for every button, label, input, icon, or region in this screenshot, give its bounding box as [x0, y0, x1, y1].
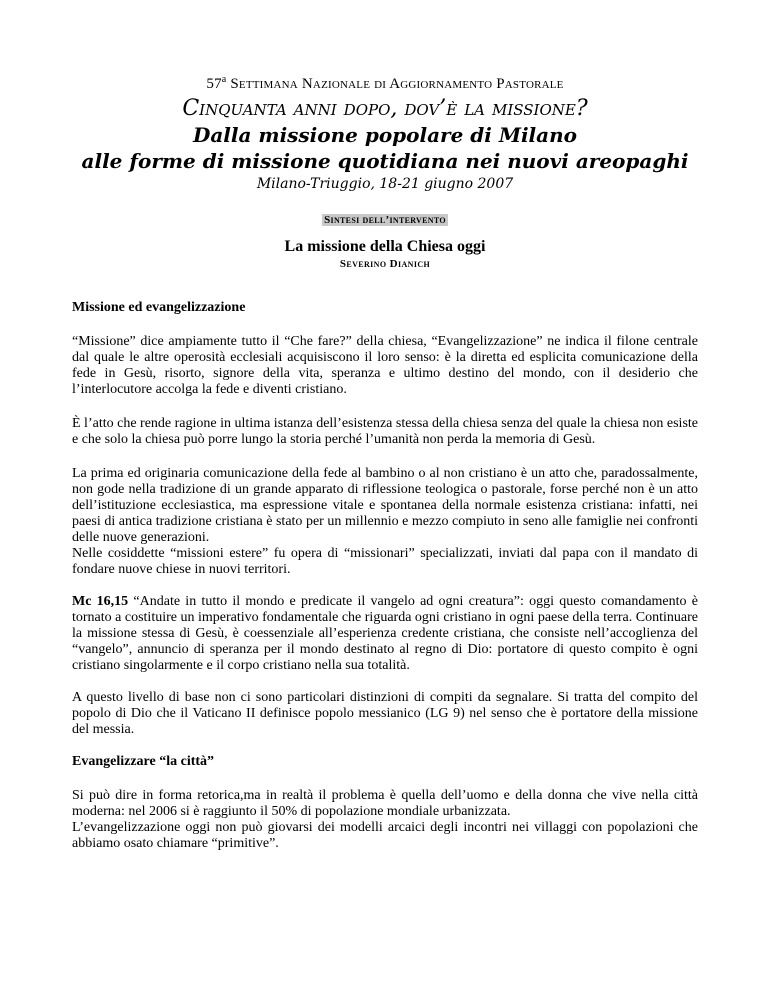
document-page	[72, 70, 698, 852]
summary-tag-row	[72, 210, 698, 228]
section-heading-1: Missione ed evangelizzazione	[72, 300, 246, 315]
scripture-reference: Mc 16,15	[72, 594, 129, 609]
subtitle-line-2: alle forme di missione quotidiana nei nuovi areopaghi	[81, 149, 689, 173]
event-ordinal: 57	[206, 76, 222, 92]
paragraph-6: A questo livello di base non ci sono particolari distinzioni di compiti da segnalare. Si tratta del compito del popolo di Dio che il Vaticano II definisce popolo messianico (LG 9) nel senso che è portatore della missione del messia.	[72, 690, 698, 737]
event-ordinal-suffix: a	[221, 74, 227, 85]
talk-author: Severino Dianich	[339, 258, 431, 270]
location-date: Milano-Triuggio, 18-21 giugno 2007	[256, 176, 514, 192]
paragraph-5	[72, 594, 698, 674]
talk-title: La missione della Chiesa oggi	[284, 238, 486, 255]
summary-tag: Sintesi dell’intervento	[324, 214, 446, 226]
paragraph-5-text: “Andate in tutto il mondo e predicate il vangelo ad ogni creatura”: oggi questo comandamento è tornato a costituire un imperativo fondamentale che riguarda ogni cristiano in ogni paese della terra. Continuare la missione stessa di Gesù, è coessenziale all’esperienza credente cristiana, che consiste nell’accoglienza del “vangelo”, annuncio di speranza per il mondo destinato al regno di Dio: portatore di questo compito è ogni cristiano singolarmente e il corpo cristiano nella sua totalità.	[72, 594, 698, 673]
paragraph-8: L’evangelizzazione oggi non può giovarsi dei modelli arcaici degli incontri nei villaggi con popolazioni che abbiamo osato chiamare “primitive”.	[72, 820, 698, 851]
event-name: Settimana Nazionale di Aggiornamento Pastorale	[230, 76, 564, 92]
paragraph-1: “Missione” dice ampiamente tutto il “Che fare?” della chiesa, “Evangelizzazione” ne indica il filone centrale dal quale le altre operosità ecclesiali acquisiscono il loro senso: è la diretta ed esplicita comunicazione della fede in Gesù, risorto, signore della vita, speranza e ultimo destino del mondo, con il desiderio che l’interlocutore accolga la fede e diventi cristiano.	[72, 334, 698, 397]
paragraph-4: Nelle cosiddette “missioni estere” fu opera di “missionari” specializzati, inviati dal papa con il mandato di fondare nuove chiese in nuovi territori.	[72, 546, 698, 577]
paragraph-2: È l’atto che rende ragione in ultima istanza dell’esistenza stessa della chiesa senza del quale la chiesa non esiste e che solo la chiesa può porre lungo la storia perché l’umanità non perda la memoria di Gesù.	[72, 416, 698, 447]
main-title: Cinquanta anni dopo, dov’è la missione?	[182, 96, 588, 121]
subtitle-line-1: Dalla missione popolare di Milano	[192, 123, 577, 147]
section-heading-2: Evangelizzare “la città”	[72, 754, 215, 769]
event-header	[72, 70, 698, 94]
paragraph-7: Si può dire in forma retorica,ma in realtà il problema è quella dell’uomo e della donna che vive nella città moderna: nel 2006 si è raggiunto il 50% di popolazione mondiale urbanizzata.	[72, 788, 698, 819]
paragraph-3: La prima ed originaria comunicazione della fede al bambino o al non cristiano è un atto che, paradossalmente, non gode nella tradizione di un grande apparato di riflessione teologica o pastorale, forse perché non è un atto dell’istituzione ecclesiastica, ma espressione vitale e spontanea della normale esistenza cristiana: infatti, nei paesi di antica tradizione cristiana è stato per un millennio e mezzo compiuto in seno alle famiglie nei confronti delle nuove generazioni.	[72, 466, 698, 545]
